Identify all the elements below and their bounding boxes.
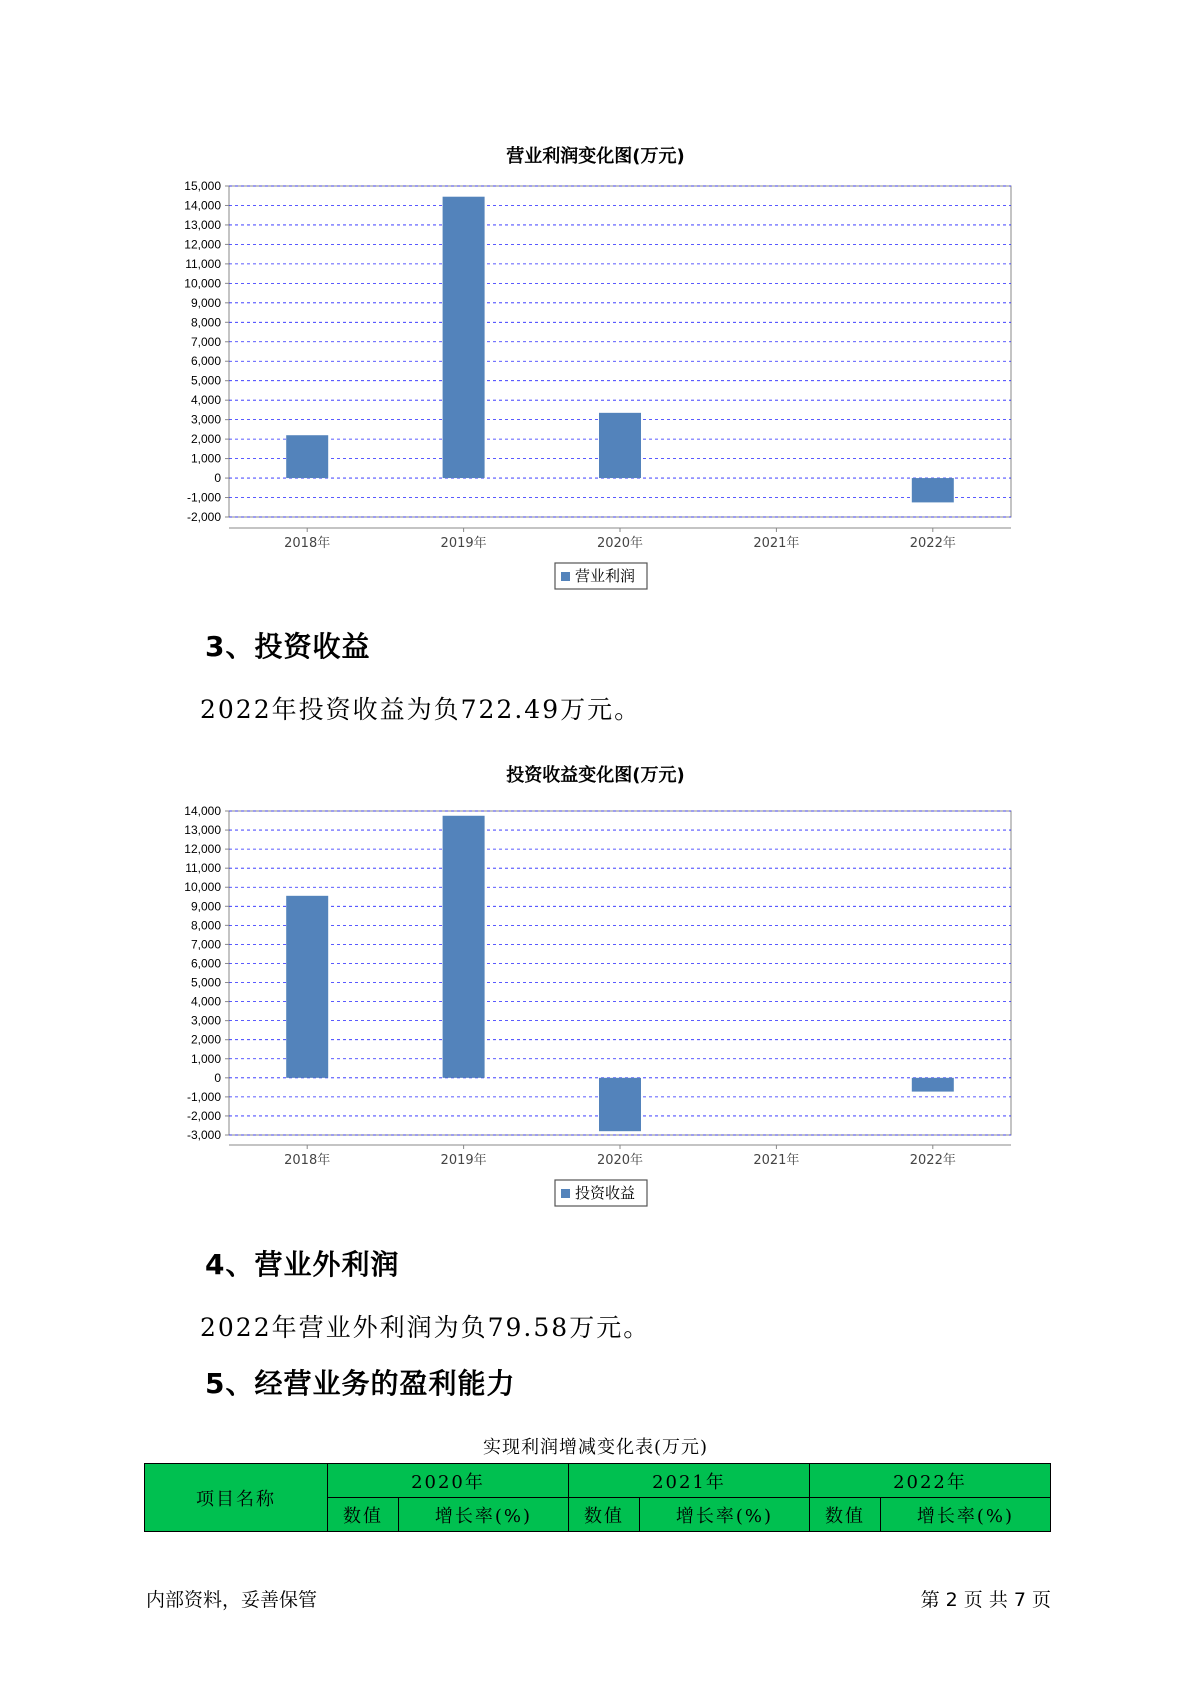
bar xyxy=(912,1078,954,1092)
table-caption: 实现利润增减变化表(万元) xyxy=(482,1437,709,1458)
growth-rate-header: 增长率(%) xyxy=(639,1498,809,1532)
y-tick-label: 10,000 xyxy=(184,276,221,291)
profit-change-table xyxy=(144,1463,1051,1532)
y-tick-label: 9,000 xyxy=(190,899,221,914)
y-tick-label: 9,000 xyxy=(190,295,221,310)
year-header: 2020年 xyxy=(328,1464,569,1498)
y-tick-label: 1,000 xyxy=(190,1051,221,1066)
value-header: 数值 xyxy=(809,1498,880,1532)
y-tick-label: 7,000 xyxy=(190,334,221,349)
y-tick-label: 14,000 xyxy=(184,804,221,818)
chart2-title: 投资收益变化图(万元) xyxy=(506,765,685,786)
x-tick-label: 2021年 xyxy=(753,536,800,551)
x-tick-label: 2019年 xyxy=(440,536,487,551)
section-4-text: 2022年营业外利润为负79.58万元。 xyxy=(200,1313,651,1342)
y-tick-label: 7,000 xyxy=(190,937,221,952)
bar xyxy=(286,896,328,1078)
y-tick-label: 15,000 xyxy=(184,179,221,193)
year-header: 2022年 xyxy=(809,1464,1050,1498)
y-tick-label: 12,000 xyxy=(184,237,221,252)
year-header: 2021年 xyxy=(568,1464,809,1498)
y-tick-label: 5,000 xyxy=(190,373,221,388)
y-tick-label: 5,000 xyxy=(190,975,221,990)
y-tick-label: 10,000 xyxy=(184,880,221,895)
x-tick-label: 2022年 xyxy=(909,1153,956,1168)
bar xyxy=(912,478,954,502)
y-tick-label: -2,000 xyxy=(186,510,221,524)
bar xyxy=(599,413,641,478)
growth-rate-header: 增长率(%) xyxy=(880,1498,1050,1532)
y-tick-label: 8,000 xyxy=(190,315,221,330)
x-tick-label: 2018年 xyxy=(284,536,331,551)
y-tick-label: 2,000 xyxy=(190,432,221,447)
y-tick-label: 4,000 xyxy=(190,393,221,408)
x-tick-label: 2019年 xyxy=(440,1153,487,1168)
y-tick-label: -1,000 xyxy=(186,1089,221,1104)
legend-swatch xyxy=(561,1189,570,1198)
y-tick-label: 6,000 xyxy=(190,354,221,369)
y-tick-label: 11,000 xyxy=(185,256,221,271)
footer-page-number: 第 2 页 共 7 页 xyxy=(920,1589,1051,1611)
y-tick-label: -3,000 xyxy=(186,1128,221,1142)
y-tick-label: 0 xyxy=(214,471,221,486)
growth-rate-header: 增长率(%) xyxy=(399,1498,569,1532)
section-5-heading: 5、经营业务的盈利能力 xyxy=(205,1367,516,1400)
y-tick-label: -2,000 xyxy=(186,1108,221,1123)
y-tick-label: 3,000 xyxy=(190,412,221,427)
y-tick-label: 8,000 xyxy=(190,918,221,933)
investment-income-chart xyxy=(0,775,1191,1215)
operating-profit-chart xyxy=(0,150,1191,600)
section-4-heading: 4、营业外利润 xyxy=(205,1248,400,1281)
value-header: 数值 xyxy=(568,1498,639,1532)
y-tick-label: 13,000 xyxy=(184,823,221,838)
item-name-header: 项目名称 xyxy=(145,1464,328,1532)
x-tick-label: 2018年 xyxy=(284,1153,331,1168)
footer-confidential: 内部资料，妥善保管 xyxy=(146,1589,318,1611)
y-tick-label: 1,000 xyxy=(190,451,221,466)
legend-label: 营业利润 xyxy=(575,567,636,585)
bar xyxy=(286,435,328,478)
bar xyxy=(599,1078,641,1131)
y-tick-label: 0 xyxy=(214,1070,221,1085)
legend-swatch xyxy=(561,572,570,581)
y-tick-label: 11,000 xyxy=(185,861,221,876)
section-3-text: 2022年投资收益为负722.49万元。 xyxy=(200,695,642,724)
value-header: 数值 xyxy=(328,1498,399,1532)
x-tick-label: 2020年 xyxy=(596,536,644,551)
y-tick-label: 2,000 xyxy=(190,1032,221,1047)
bar xyxy=(443,816,485,1078)
y-tick-label: 6,000 xyxy=(190,956,221,971)
section-3-heading: 3、投资收益 xyxy=(205,630,371,663)
chart1-title: 营业利润变化图(万元) xyxy=(506,146,685,167)
legend-label: 投资收益 xyxy=(575,1184,636,1202)
y-tick-label: 13,000 xyxy=(184,217,221,232)
y-tick-label: -1,000 xyxy=(186,490,221,505)
y-tick-label: 14,000 xyxy=(184,198,221,213)
bar xyxy=(443,197,485,478)
y-tick-label: 4,000 xyxy=(190,994,221,1009)
y-tick-label: 3,000 xyxy=(190,1013,221,1028)
y-tick-label: 12,000 xyxy=(184,842,221,857)
x-tick-label: 2022年 xyxy=(909,536,956,551)
x-tick-label: 2021年 xyxy=(753,1153,800,1168)
x-tick-label: 2020年 xyxy=(596,1153,644,1168)
